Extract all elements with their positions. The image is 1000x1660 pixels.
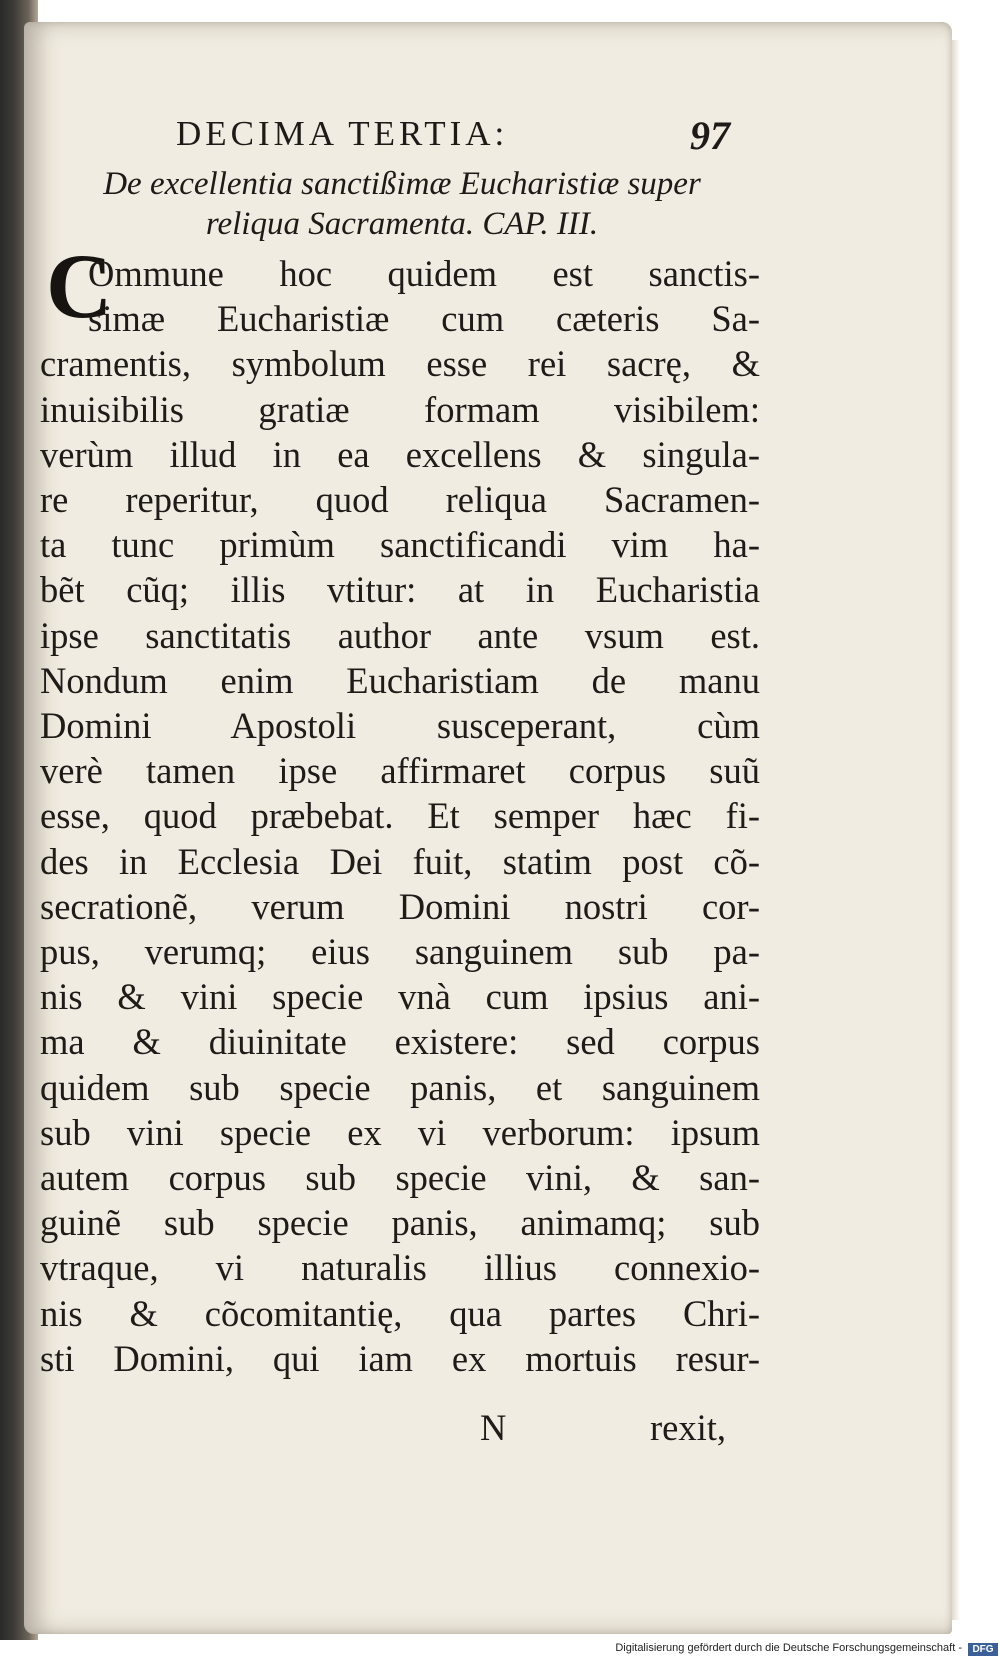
text-line: re reperitur, quod reliqua Sacramen- bbox=[40, 479, 760, 521]
drop-cap-initial: C bbox=[46, 235, 113, 337]
text-line: autem corpus sub specie vini, & san- bbox=[40, 1157, 760, 1199]
text-line: Nondum enim Eucharistiam de manu bbox=[40, 659, 760, 701]
text-line: sub vini specie ex vi verborum: ipsum bbox=[40, 1111, 760, 1153]
text-line: Domini Apostoli susceperant, cùm bbox=[40, 705, 760, 747]
signature-and-catchword-row bbox=[40, 1406, 726, 1456]
text-line: verùm illud in ea excellens & singula- bbox=[40, 433, 760, 475]
text-line: ipse sanctitatis author ante vsum est. bbox=[40, 614, 760, 656]
text-line: des in Ecclesia Dei fuit, statim post cõ- bbox=[40, 840, 760, 882]
running-head: DECIMA TERTIA: bbox=[176, 114, 509, 153]
text-line: cramentis, symbolum esse rei sacrę, & bbox=[40, 343, 760, 385]
text-line: quidem sub specie panis, et sanguinem bbox=[40, 1066, 760, 1108]
text-line: ma & diuinitate existere: sed corpus bbox=[40, 1021, 760, 1063]
digitization-credit: Digitalisierung gefördert durch die Deutsche Forschungsgemeinschaft - bbox=[615, 1642, 962, 1654]
text-line: pus, verumq; eius sanguinem sub pa- bbox=[40, 931, 760, 973]
text-line: ta tunc primùm sanctificandi vim ha- bbox=[40, 524, 760, 566]
text-line: bẽt cũq; illis vtitur: at in Eucharistia bbox=[40, 569, 760, 611]
catchword: rexit, bbox=[649, 1407, 726, 1448]
signature-mark: N bbox=[480, 1407, 507, 1448]
digitization-credit-bar bbox=[0, 1640, 1000, 1660]
body-text bbox=[40, 251, 760, 1381]
chapter-title-line: reliqua Sacramenta. CAP. III. bbox=[205, 206, 599, 242]
text-line: nis & cõcomitantię, qua partes Chri- bbox=[40, 1292, 760, 1334]
text-line: secrationẽ, verum Domini nostri cor- bbox=[40, 885, 760, 927]
text-line: nis & vini specie vnà cum ipsius ani- bbox=[40, 976, 760, 1018]
text-line: sti Domini, qui iam ex mortuis resur- bbox=[40, 1337, 760, 1379]
text-line: verè tamen ipse affirmaret corpus suũ bbox=[40, 750, 760, 792]
text-line: guinẽ sub specie panis, animamq; sub bbox=[40, 1202, 760, 1244]
text-line: esse, quod præbebat. Et semper hæc fi- bbox=[40, 795, 760, 837]
text-line: vtraque, vi naturalis illius connexio- bbox=[40, 1247, 760, 1289]
chapter-title bbox=[82, 164, 722, 244]
text-line: simæ Eucharistiæ cum cæteris Sa- bbox=[88, 298, 760, 340]
chapter-title-line: De excellentia sanctißimæ Eucharistiæ super bbox=[103, 166, 701, 202]
text-line: Ommune hoc quidem est sanctis- bbox=[88, 253, 760, 294]
page-number: 97 bbox=[690, 113, 730, 158]
text-line: inuisibilis gratiæ formam visibilem: bbox=[40, 388, 760, 430]
dfg-logo: DFG bbox=[968, 1643, 998, 1656]
